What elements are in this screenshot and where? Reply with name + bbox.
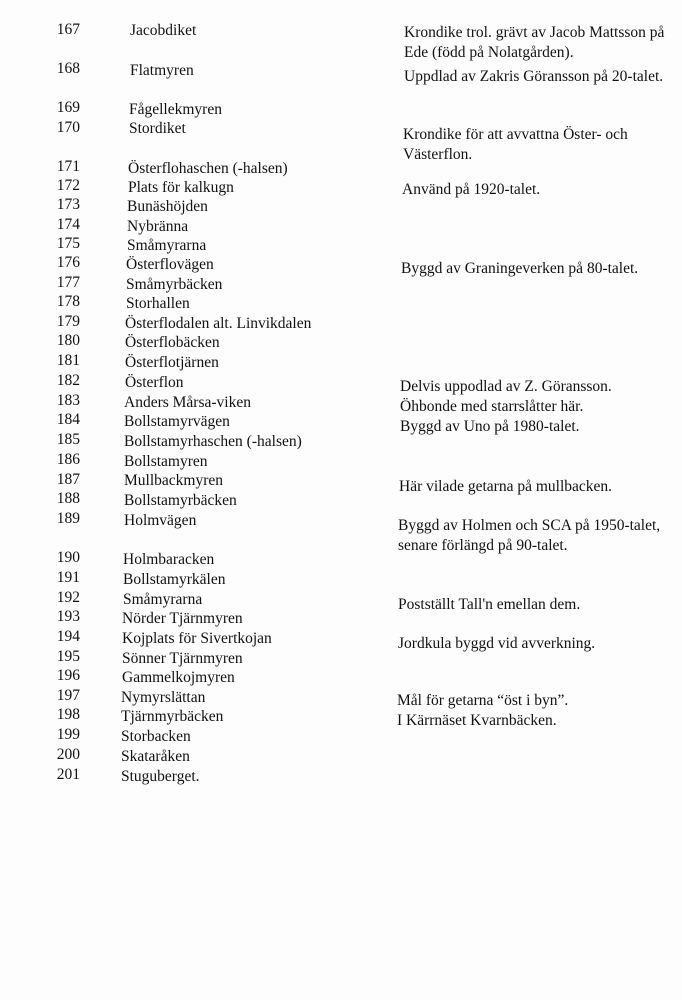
- entry-name: Nymyrslättan: [121, 689, 206, 706]
- entry-number: 194: [56, 628, 80, 645]
- entry-number: 188: [56, 490, 80, 507]
- entry-note: Krondike för att avvattna Öster- och Västerflon.: [403, 126, 628, 163]
- entry-name: Holmbaracken: [123, 551, 215, 568]
- entry-number: 181: [56, 352, 80, 369]
- entry-name: Bollstamyrkälen: [123, 571, 226, 588]
- entry-name: Flatmyren: [130, 62, 194, 79]
- entry-number: 169: [56, 99, 80, 116]
- entry-number: 187: [56, 471, 80, 488]
- entry-name: Stuguberget.: [121, 768, 200, 785]
- entry-name: Storhallen: [126, 295, 190, 312]
- entry-note: Krondike trol. grävt av Jacob Mattsson på Ede (född på Nolatgården).: [404, 24, 665, 61]
- entry-number: 172: [56, 177, 80, 194]
- entry-number: 168: [56, 60, 80, 77]
- entry-name: Stordiket: [129, 120, 186, 137]
- entry-name: Österflodalen alt. Linvikdalen: [125, 315, 312, 332]
- entry-name: Tjärnmyrbäcken: [121, 708, 224, 725]
- entry-number: 196: [56, 667, 80, 684]
- entry-note: Byggd av Graningeverken på 80-talet.: [401, 260, 639, 277]
- entry-name: Fågellekmyren: [129, 101, 222, 118]
- entry-note: Postställt Tall'n emellan dem.: [398, 596, 581, 613]
- entry-note: Jordkula byggd vid avverkning.: [398, 635, 596, 652]
- entry-name: Österflobäcken: [125, 334, 220, 351]
- entry-number: 174: [56, 216, 80, 233]
- entry-name: Österflohaschen (-halsen): [128, 160, 288, 177]
- entry-name: Bollstamyrvägen: [124, 413, 230, 430]
- entry-note: Delvis uppodlad av Z. Göransson.: [400, 378, 612, 395]
- entry-note: I Kärrnäset Kvarnbäcken.: [397, 712, 557, 729]
- entry-number: 189: [56, 510, 80, 527]
- entry-number: 182: [56, 372, 80, 389]
- entry-number: 195: [56, 648, 80, 665]
- entry-name: Bollstamyren: [124, 453, 208, 470]
- entry-number: 176: [56, 254, 80, 271]
- entry-note: Byggd av Holmen och SCA på 1950-talet, senare förlängd på 90-talet.: [398, 517, 661, 554]
- entry-name: Småmyrarna: [127, 237, 207, 254]
- entry-name: Plats för kalkugn: [128, 179, 234, 196]
- entry-number: 199: [56, 726, 80, 743]
- entry-number: 193: [56, 608, 80, 625]
- entry-number: 175: [56, 235, 80, 252]
- entry-note: Mål för getarna “öst i byn”.: [397, 692, 569, 709]
- entry-note: Här vilade getarna på mullbacken.: [399, 478, 613, 495]
- entry-number: 185: [56, 431, 80, 448]
- entry-number: 184: [56, 411, 80, 428]
- entry-note: Uppdlad av Zakris Göransson på 20-talet.: [404, 68, 664, 85]
- entry-name: Österflon: [125, 374, 184, 391]
- entry-note: Byggd av Uno på 1980-talet.: [400, 418, 580, 435]
- entry-number: 198: [56, 706, 80, 723]
- entry-name: Bollstamyrhaschen (-halsen): [124, 433, 302, 450]
- entry-name: Storbacken: [121, 728, 191, 745]
- entry-name: Småmyrarna: [123, 591, 203, 608]
- entry-number: 197: [56, 687, 80, 704]
- entry-number: 178: [56, 293, 80, 310]
- entry-number: 180: [56, 332, 80, 349]
- entry-number: 170: [56, 119, 80, 136]
- entry-name: Bollstamyrbäcken: [124, 492, 237, 509]
- entry-number: 183: [56, 392, 80, 409]
- entry-name: Österflotjärnen: [125, 354, 219, 371]
- entry-name: Gammelkojmyren: [122, 669, 235, 686]
- entry-number: 190: [56, 549, 80, 566]
- entry-name: Anders Mårsa-viken: [124, 394, 251, 411]
- entry-number: 171: [56, 158, 80, 175]
- entry-name: Skataråken: [121, 748, 190, 765]
- entry-name: Mullbackmyren: [124, 472, 224, 489]
- entry-name: Jacobdiket: [130, 22, 197, 39]
- entry-number: 192: [56, 589, 80, 606]
- entry-name: Nybränna: [127, 218, 189, 235]
- entry-note: Använd på 1920-talet.: [402, 181, 541, 198]
- entry-number: 177: [56, 274, 80, 291]
- entry-name: Sönner Tjärnmyren: [122, 650, 243, 667]
- entry-number: 201: [56, 766, 80, 783]
- entry-name: Kojplats för Sivertkojan: [122, 630, 272, 647]
- entry-number: 191: [56, 569, 80, 586]
- entry-name: Nörder Tjärnmyren: [122, 610, 243, 627]
- entry-note: Öhbonde med starrslåtter här.: [400, 398, 584, 415]
- entry-number: 179: [56, 313, 80, 330]
- entry-name: Småmyrbäcken: [126, 276, 223, 293]
- entry-number: 167: [56, 21, 80, 38]
- entry-name: Österflovägen: [126, 256, 214, 273]
- entry-number: 186: [56, 451, 80, 468]
- entry-name: Bunäshöjden: [127, 198, 208, 215]
- entry-number: 173: [56, 196, 80, 213]
- entry-name: Holmvägen: [124, 512, 197, 529]
- entry-number: 200: [56, 746, 80, 763]
